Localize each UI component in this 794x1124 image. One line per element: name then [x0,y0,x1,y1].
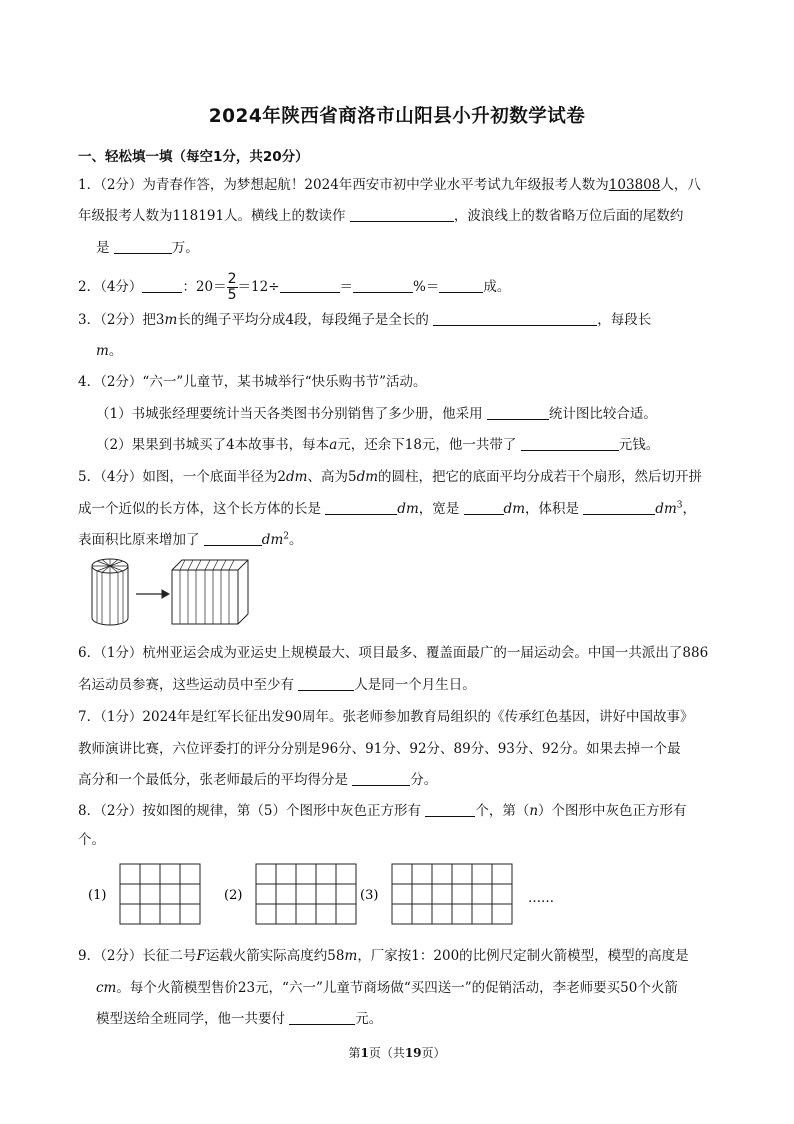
square-grid-2 [256,864,356,924]
question-5-line-1: 5．（4分）如图，一个底面半径为2dm、高为5dm的圆柱，把它的底面平均分成若干个扇形，然后切开拼 [78,469,703,485]
question-7-line-1: 7．（1分）2024年是红军长征出发90周年。张老师参加教育局组织的《传承红色基因，讲好中国故事》 [78,709,694,725]
arrow-icon [136,590,169,598]
question-5-line-3: 表面积比原来增加了 $dm^2$。 [78,531,303,548]
cuboid-drawing [172,560,248,624]
answer-blank[interactable] [114,239,172,254]
question-1-line-3: 是 万。 [96,240,199,256]
question-1-line-2: 年级报考人数为118191人。横线上的数读作 ，波浪线上的数省略万位后面的尾数约 [78,208,684,224]
question-9-line-3: 模型送给全班同学，他一共要付 元。 [96,1011,383,1027]
figure-label: (3) [360,888,379,903]
answer-blank[interactable] [289,1010,355,1025]
question-7-line-2: 教师演讲比赛，六位评委打的评分分别是96分、91分、92分、89分、93分、92分。如果去掉一个最 [78,741,681,757]
ellipsis: …… [528,891,554,906]
question-8-line-2: 个。 [78,832,105,848]
question-4-sub-2: （2）果果到书城买了4本故事书，每本a元，还余下18元，他一共带了 元钱。 [96,437,660,453]
question-3-line-1: 3．（2分）把3m长的绳子平均分成4段，每段绳子是全长的 ，每段长 [78,312,652,328]
question-4-sub-1: （1）书城张经理要统计当天各类图书分别销售了多少册，他采用 统计图比较合适。 [96,406,657,422]
answer-blank[interactable] [521,436,619,451]
square-grid-1 [120,864,200,924]
question-6-line-1: 6．（1分）杭州亚运会成为亚运史上规模最大、项目最多、覆盖面最广的一届运动会。中国一共派出了886 [78,645,709,661]
question-6-line-2: 名运动员参赛，这些运动员中至少有 人是同一个月生日。 [78,677,476,693]
answer-blank[interactable] [464,500,504,515]
cylinder-drawing [92,559,128,625]
answer-blank[interactable] [425,802,475,817]
page-footer: 第1页（共19页） [348,1046,446,1060]
answer-blank[interactable] [142,278,182,293]
answer-blank[interactable] [352,771,410,786]
page-title: 2024年陕西省商洛市山阳县小升初数学试卷 [208,106,586,127]
question-1-line-1: 1．（2分）为青春作答，为梦想起航！2024年西安市初中学业水平考试九年级报考人数为103808人，八 [78,177,701,193]
square-grid-3 [392,864,512,924]
answer-blank[interactable] [298,676,354,691]
question-9-line-2: cm。每个火箭模型售价23元，“六一”儿童节商场做“买四送一”的促销活动，李老师要买50个火箭 [96,980,678,996]
underlined-number: 103808 [608,177,661,193]
answer-blank[interactable] [280,278,340,293]
cylinder-to-cuboid-figure [88,556,278,628]
answer-blank[interactable] [487,405,549,420]
question-7-line-3: 高分和一个最低分，张老师最后的平均得分是 分。 [78,772,438,788]
figure-label: (2) [224,888,243,903]
question-9-line-1: 9．（2分）长征二号F运载火箭实际高度约58m，厂家按1：200的比例尺定制火箭模型，模型的高度是 [78,948,689,964]
question-4-line-1: 4．（2分）“六一”儿童节，某书城举行“快乐购书节”活动。 [78,374,427,390]
question-5-line-2: 成一个近似的长方体，这个长方体的长是 dm，宽是 dm，体积是 $dm^3$， [78,500,696,517]
grid-pattern-figure [88,862,554,930]
answer-blank[interactable] [350,207,454,222]
answer-blank[interactable] [439,278,483,293]
answer-blank[interactable] [583,500,655,515]
answer-blank[interactable] [204,531,262,546]
fraction: $\frac{2}{5}$ [227,271,237,303]
section-heading: 一、轻松填一填（每空1分，共20分） [78,149,309,165]
answer-blank[interactable] [433,311,597,326]
figure-label: (1) [88,888,107,903]
answer-blank[interactable] [325,500,397,515]
question-2: 2．（4分） ：20＝ $\frac{2}{5}$ ＝12÷ ＝ %＝ 成。 [78,271,511,303]
answer-blank[interactable] [353,278,413,293]
question-8-line-1: 8．（2分）按如图的规律，第（5）个图形中灰色正方形有 个，第（n）个图形中灰色正方形有 [78,803,687,819]
question-3-line-2: m。 [96,343,123,359]
